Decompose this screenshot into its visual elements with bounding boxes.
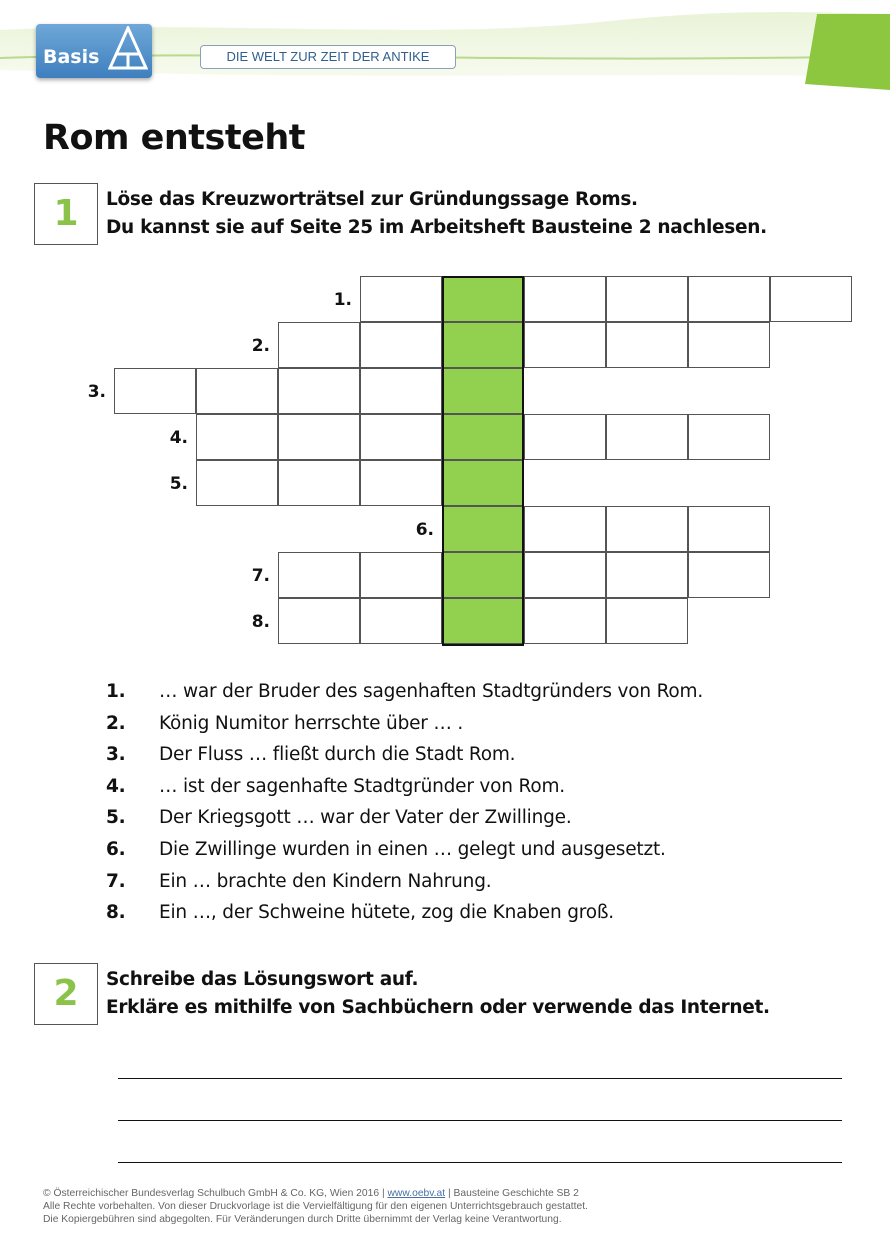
logo-text: Basis [43, 46, 100, 68]
crossword-cell[interactable] [360, 598, 442, 644]
crossword-solution-cell[interactable] [442, 506, 524, 552]
crossword-cell[interactable] [688, 414, 770, 460]
crossword-solution-cell[interactable] [442, 460, 524, 506]
crossword-solution-cell[interactable] [442, 276, 524, 322]
crossword-cell[interactable] [606, 322, 688, 368]
crossword-cell[interactable] [606, 598, 688, 644]
crossword-row-number: 1. [333, 290, 352, 310]
crossword-cell[interactable] [524, 414, 606, 460]
crossword-cell[interactable] [606, 552, 688, 598]
crossword-solution-cell[interactable] [442, 322, 524, 368]
clue-number: 2. [106, 712, 126, 734]
clue-text: Der Kriegsgott … war der Vater der Zwillinge. [159, 807, 572, 829]
crossword-solution-cell[interactable] [442, 552, 524, 598]
crossword-row-number: 2. [251, 336, 270, 356]
crossword-cell[interactable] [606, 506, 688, 552]
answer-line[interactable] [118, 1162, 842, 1163]
crossword-solution-cell[interactable] [442, 414, 524, 460]
crossword-cell[interactable] [360, 368, 442, 414]
crossword-cell[interactable] [524, 276, 606, 322]
clue-text: Der Fluss … fließt durch die Stadt Rom. [159, 744, 516, 766]
crossword-cell[interactable] [360, 414, 442, 460]
crossword-cell[interactable] [524, 506, 606, 552]
crossword-cell[interactable] [360, 276, 442, 322]
crossword-cell[interactable] [196, 414, 278, 460]
footer-line-1-prefix: © Österreichischer Bundesverlag Schulbuch GmbH & Co. KG, Wien 2016 | [43, 1188, 388, 1199]
crossword-row-number: 4. [169, 428, 188, 448]
crossword-cell[interactable] [688, 552, 770, 598]
crossword-cell[interactable] [114, 368, 196, 414]
crossword-cell[interactable] [278, 368, 360, 414]
crossword-cell[interactable] [360, 552, 442, 598]
crossword-cell[interactable] [524, 552, 606, 598]
crossword-row-number: 5. [169, 474, 188, 494]
footer-line-1-suffix: | Bausteine Geschichte SB 2 [445, 1188, 579, 1199]
crossword-row-number: 6. [415, 520, 434, 540]
crossword-cell[interactable] [278, 322, 360, 368]
clue-text: … war der Bruder des sagenhaften Stadtgründers von Rom. [159, 681, 704, 702]
crossword-cell[interactable] [524, 322, 606, 368]
crossword-cell[interactable] [196, 460, 278, 506]
task-number-1: 1 [34, 183, 98, 245]
clue-number: 1. [106, 681, 126, 702]
clue-number: 8. [106, 902, 126, 924]
crossword-row-number: 7. [251, 566, 270, 586]
copyright-footer [43, 1187, 588, 1226]
crossword-cell[interactable] [196, 368, 278, 414]
answer-line[interactable] [118, 1120, 842, 1121]
crossword-cell[interactable] [278, 414, 360, 460]
clue-number: 4. [106, 775, 126, 797]
corner-tab-decoration [805, 14, 890, 90]
crossword-cell[interactable] [688, 322, 770, 368]
page-title: Rom entsteht [43, 118, 305, 158]
task-1-line-1: Löse das Kreuzworträtsel zur Gründungssage Roms. [106, 189, 638, 210]
clue-number: 7. [106, 870, 126, 892]
clue-number: 3. [106, 744, 126, 766]
clue-text: Die Zwillinge wurden in einen … gelegt und ausgesetzt. [159, 839, 666, 860]
answer-line[interactable] [118, 1078, 842, 1079]
task-1-instructions [106, 186, 767, 242]
crossword-cell[interactable] [360, 322, 442, 368]
crossword-solution-cell[interactable] [442, 368, 524, 414]
crossword-row-number: 8. [251, 612, 270, 632]
clue-text: Ein …, der Schweine hütete, zog die Knaben groß. [159, 902, 614, 924]
task-2-instructions [106, 966, 770, 1022]
footer-line-3: Die Kopiergebühren sind abgegolten. Für Veränderungen durch Dritte übernimmt der Verlag keine Verantwortung. [43, 1214, 562, 1225]
task-1-line-2: Du kannst sie auf Seite 25 im Arbeitsheft Bausteine 2 nachlesen. [106, 217, 767, 238]
clue-text: König Numitor herrschte über … . [159, 712, 464, 734]
clue-number: 6. [106, 839, 126, 860]
footer-line-2: Alle Rechte vorbehalten. Von dieser Druckvorlage ist die Vervielfältigung für den eigenen Unterrichtsgebrauch gestattet. [43, 1201, 588, 1212]
crossword-cell[interactable] [278, 598, 360, 644]
crossword-cell[interactable] [360, 460, 442, 506]
task-2-line-2: Erkläre es mithilfe von Sachbüchern oder verwende das Internet. [106, 997, 770, 1018]
publisher-link[interactable]: www.oebv.at [387, 1188, 446, 1199]
basis-logo [36, 24, 152, 78]
pyramid-logo-icon [108, 26, 148, 72]
clue-number: 5. [106, 807, 126, 829]
crossword-cell[interactable] [524, 598, 606, 644]
series-label: DIE WELT ZUR ZEIT DER ANTIKE [200, 45, 456, 69]
task-number-2: 2 [34, 963, 98, 1025]
clue-text: … ist der sagenhafte Stadtgründer von Rom. [159, 775, 565, 797]
crossword-cell[interactable] [606, 414, 688, 460]
crossword-row-number: 3. [87, 382, 106, 402]
crossword-cell[interactable] [606, 276, 688, 322]
crossword-cell[interactable] [278, 460, 360, 506]
crossword-cell[interactable] [278, 552, 360, 598]
crossword-solution-cell[interactable] [442, 598, 524, 644]
clue-text: Ein … brachte den Kindern Nahrung. [159, 870, 492, 892]
task-2-line-1: Schreibe das Lösungswort auf. [106, 969, 419, 990]
crossword-cell[interactable] [688, 276, 770, 322]
crossword-cell[interactable] [770, 276, 852, 322]
crossword-cell[interactable] [688, 506, 770, 552]
